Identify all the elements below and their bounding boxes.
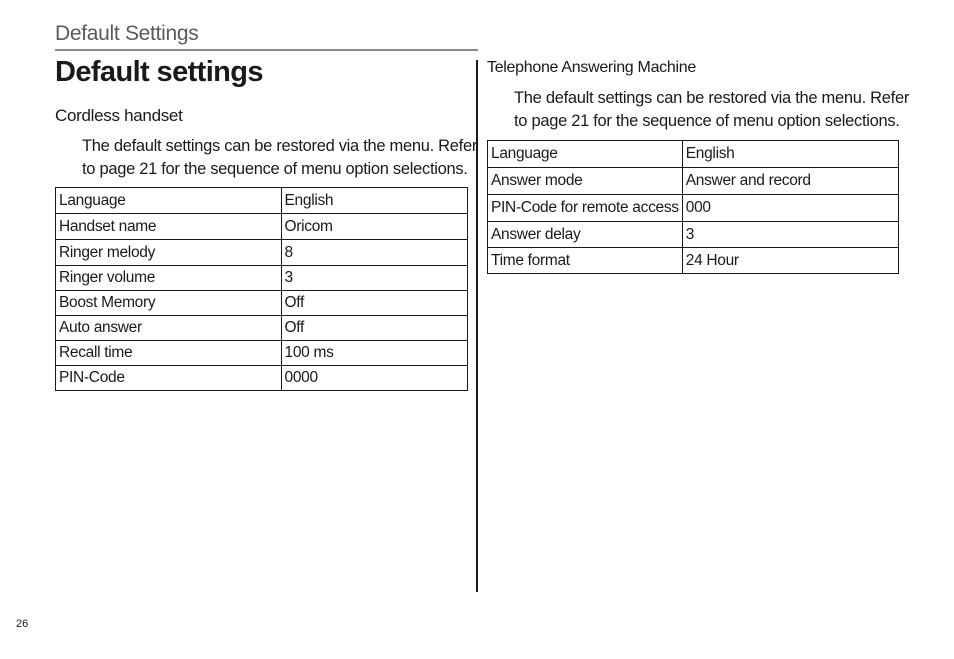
- setting-value: 0000: [281, 366, 467, 391]
- tam-settings-table: [487, 140, 899, 274]
- page-number: 26: [16, 618, 29, 630]
- setting-value: 000: [682, 195, 898, 222]
- tam-heading: Telephone Answering Machine: [487, 59, 696, 76]
- setting-name: Answer delay: [488, 222, 683, 248]
- setting-name: Recall time: [56, 341, 282, 366]
- setting-name: Ringer volume: [56, 266, 282, 291]
- setting-value: 24 Hour: [682, 248, 898, 274]
- setting-value: 100 ms: [281, 341, 467, 366]
- table-row: [56, 240, 468, 266]
- table-row: [56, 366, 468, 391]
- setting-name: Handset name: [56, 214, 282, 240]
- table-row: [56, 214, 468, 240]
- setting-value: 3: [682, 222, 898, 248]
- setting-value: English: [281, 188, 467, 214]
- setting-value: Oricom: [281, 214, 467, 240]
- header-rule: [55, 49, 478, 51]
- table-row: [56, 291, 468, 316]
- section-header: Default Settings: [55, 22, 199, 45]
- setting-name: Time format: [488, 248, 683, 274]
- table-row: [56, 266, 468, 291]
- table-row: [488, 168, 899, 195]
- table-row: [56, 188, 468, 214]
- cordless-intro-line-1: The default settings can be restored via the menu. Refer: [82, 137, 478, 155]
- setting-value: 8: [281, 240, 467, 266]
- table-row: [56, 341, 468, 366]
- cordless-intro-line-2: to page 21 for the sequence of menu option selections.: [82, 160, 468, 178]
- tam-intro: [514, 87, 909, 133]
- setting-name: Language: [488, 141, 683, 168]
- setting-name: Auto answer: [56, 316, 282, 341]
- setting-value: 3: [281, 266, 467, 291]
- cordless-heading: Cordless handset: [55, 106, 183, 125]
- setting-value: Answer and record: [682, 168, 898, 195]
- table-row: [488, 141, 899, 168]
- table-row: [488, 222, 899, 248]
- setting-value: Off: [281, 316, 467, 341]
- setting-name: Language: [56, 188, 282, 214]
- setting-value: Off: [281, 291, 467, 316]
- setting-name: Boost Memory: [56, 291, 282, 316]
- setting-name: PIN-Code: [56, 366, 282, 391]
- tam-intro-line-1: The default settings can be restored via the menu. Refer: [514, 89, 910, 107]
- table-row: [488, 195, 899, 222]
- cordless-intro: [82, 135, 477, 181]
- setting-name: Answer mode: [488, 168, 683, 195]
- table-row: [488, 248, 899, 274]
- cordless-settings-table: [55, 187, 468, 391]
- tam-intro-line-2: to page 21 for the sequence of menu option selections.: [514, 112, 900, 130]
- page-title: Default settings: [55, 56, 263, 88]
- table-row: [56, 316, 468, 341]
- setting-value: English: [682, 141, 898, 168]
- setting-name: Ringer melody: [56, 240, 282, 266]
- setting-name: PIN-Code for remote access: [488, 195, 683, 222]
